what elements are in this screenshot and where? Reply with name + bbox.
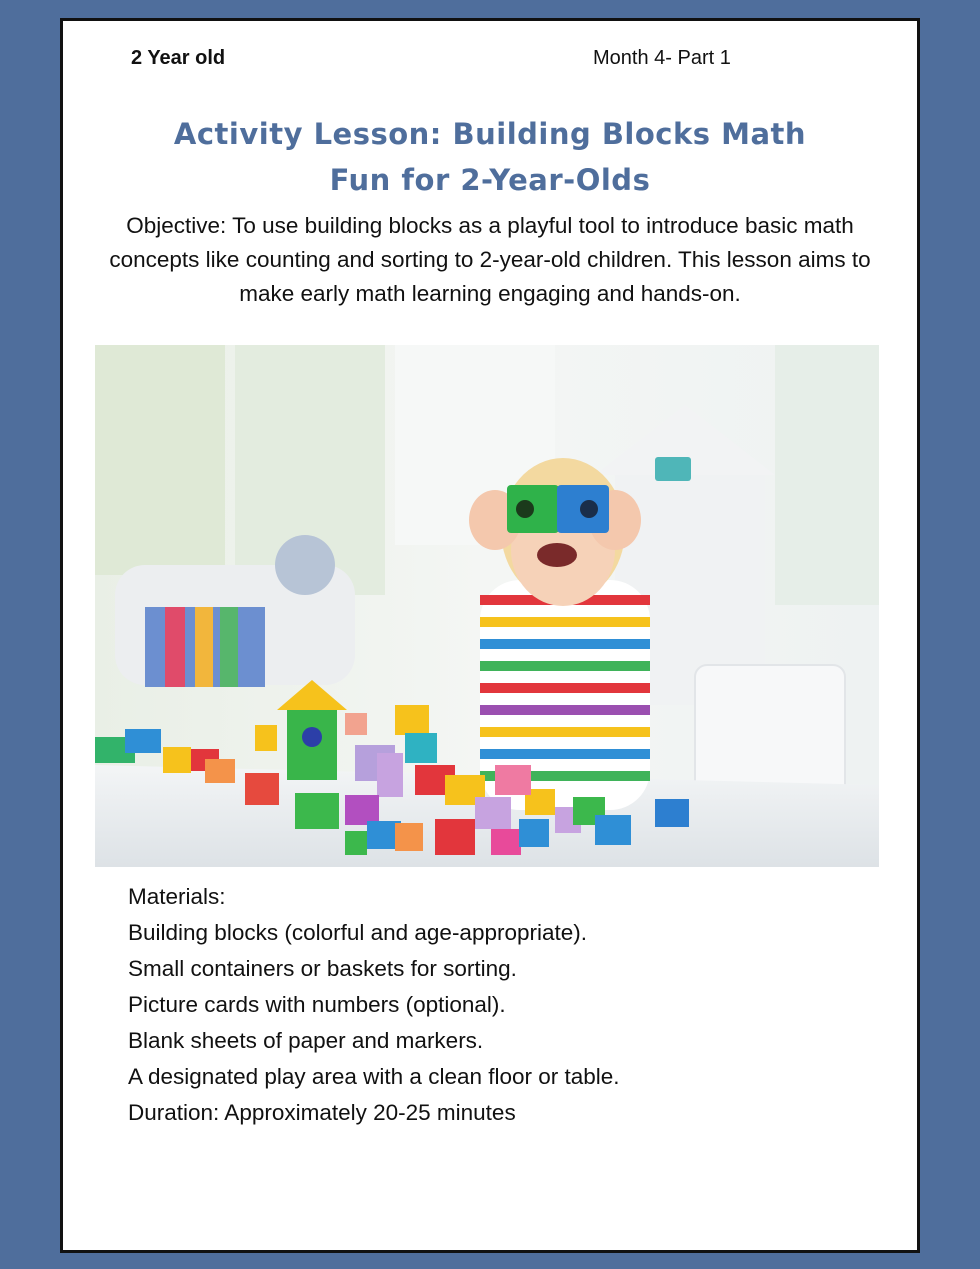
age-label: 2 Year old [131,47,226,69]
duration-text: Duration: Approximately 20-25 minutes [128,1100,516,1125]
materials-item: A designated play area with a clean floor or table. [128,1064,620,1089]
materials-item: Picture cards with numbers (optional). [128,992,506,1017]
materials-list [128,879,888,1131]
materials-item: Small containers or baskets for sorting. [128,956,517,981]
lesson-title [103,111,877,203]
materials-item: Building blocks (colorful and age-appropriate). [128,920,588,945]
title-line-2: Fun for 2-Year-Olds [329,163,651,197]
lesson-page [60,18,920,1253]
materials-heading: Materials: [128,884,226,909]
title-line-1: Activity Lesson: Building Blocks Math [173,117,807,151]
objective-text: Objective: To use building blocks as a playful tool to introduce basic math concepts like counting and sorting to 2-year-old children. This lesson aims to make early math learning engaging and hands-on. [109,213,871,306]
materials-item: Blank sheets of paper and markers. [128,1028,484,1053]
child-with-blocks-photo [95,345,879,867]
part-label: Month 4- Part 1 [593,47,731,69]
